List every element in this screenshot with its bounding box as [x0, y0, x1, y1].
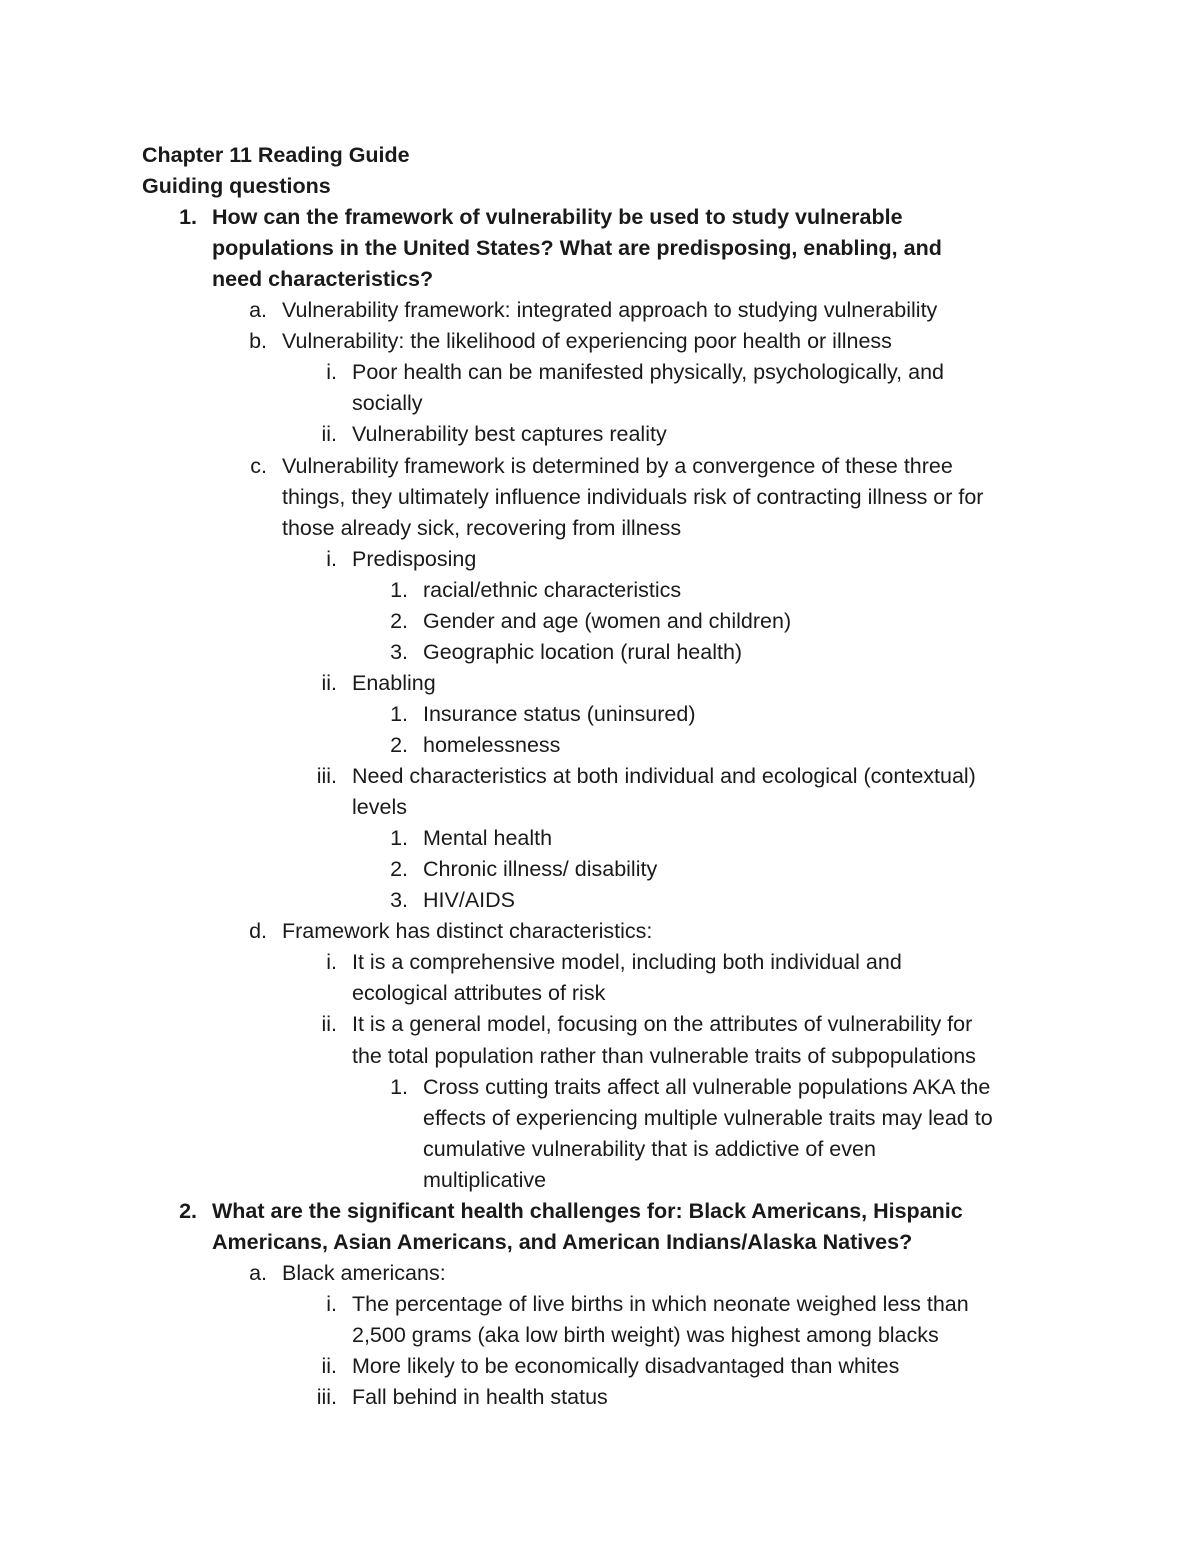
line-text: The percentage of live births in which neonate weighed less than — [352, 1291, 969, 1316]
line-text: the total population rather than vulnerable traits of subpopulations — [352, 1043, 976, 1068]
text-line — [0, 264, 1200, 295]
line-text: homelessness — [423, 733, 561, 757]
line-text: Need characteristics at both individual and ecological (contextual) — [352, 764, 976, 788]
list-marker: 2. — [179, 1198, 197, 1223]
text-line — [0, 1041, 1200, 1072]
text-line — [0, 513, 1200, 544]
text-line — [0, 1320, 1200, 1351]
text-line — [0, 388, 1200, 419]
line-text: things, they ultimately influence individuals risk of contracting illness or for — [282, 484, 984, 509]
list-item — [0, 1072, 1200, 1103]
list-item — [0, 1382, 1200, 1413]
list-item — [0, 699, 1200, 730]
line-text: HIV/AIDS — [423, 888, 515, 913]
line-text: Vulnerability: the likelihood of experiencing poor health or illness — [282, 329, 892, 354]
list-item — [0, 668, 1200, 699]
text-line — [0, 1227, 1200, 1258]
list-item — [0, 885, 1200, 916]
list-marker: a. — [249, 1260, 267, 1285]
list-item — [0, 1351, 1200, 1382]
list-marker: 2. — [390, 733, 408, 757]
line-text: ecological attributes of risk — [352, 981, 606, 1006]
list-marker: 1. — [179, 205, 197, 230]
section-heading: Guiding questions — [142, 174, 331, 199]
list-marker: ii. — [321, 1354, 337, 1378]
list-marker: 2. — [390, 857, 408, 882]
line-text: Americans, Asian Americans, and American Indians/Alaska Natives? — [212, 1229, 913, 1254]
line-text: Black americans: — [282, 1260, 446, 1285]
list-marker: b. — [249, 329, 267, 354]
list-item — [0, 1009, 1200, 1040]
list-item — [0, 575, 1200, 606]
list-marker: 1. — [390, 577, 408, 602]
document-title: Chapter 11 Reading Guide — [142, 143, 410, 167]
list-marker: d. — [249, 919, 267, 944]
list-item — [0, 295, 1200, 326]
line-text: It is a general model, focusing on the attributes of vulnerability for — [352, 1012, 973, 1037]
line-text: Fall behind in health status — [352, 1385, 608, 1409]
line-text: need characteristics? — [212, 267, 434, 292]
line-text: those already sick, recovering from illness — [282, 515, 682, 540]
list-item — [0, 1289, 1200, 1320]
list-item — [0, 419, 1200, 450]
list-item — [0, 606, 1200, 637]
list-item — [0, 947, 1200, 978]
list-item — [0, 761, 1200, 792]
line-text: socially — [352, 391, 423, 416]
list-marker: 3. — [390, 888, 408, 913]
list-marker: c. — [250, 453, 267, 478]
line-text: effects of experiencing multiple vulnerable traits may lead to — [423, 1105, 993, 1130]
list-marker: 3. — [390, 639, 408, 664]
line-text: Predisposing — [352, 546, 477, 571]
list-item — [0, 1196, 1200, 1227]
list-marker: 1. — [390, 701, 408, 726]
line-text: Vulnerability best captures reality — [352, 422, 667, 447]
list-item — [0, 326, 1200, 357]
list-item — [0, 730, 1200, 761]
text-line — [0, 978, 1200, 1009]
line-text: cumulative vulnerability that is addictive of even — [423, 1136, 876, 1161]
list-item — [0, 1258, 1200, 1289]
list-marker: iii. — [316, 764, 337, 788]
line-text: levels — [352, 795, 407, 820]
list-marker: iii. — [316, 1385, 337, 1409]
list-item — [0, 854, 1200, 885]
list-marker: i. — [326, 546, 337, 571]
line-text: multiplicative — [423, 1167, 547, 1192]
line-text: How can the framework of vulnerability be used to study vulnerable — [212, 205, 903, 230]
line-text: Vulnerability framework: integrated approach to studying vulnerability — [282, 298, 938, 323]
line-text: Mental health — [423, 826, 553, 851]
heading-line — [0, 171, 1200, 202]
line-text: It is a comprehensive model, including both individual and — [352, 950, 902, 975]
line-text: Geographic location (rural health) — [423, 639, 743, 664]
line-text: Cross cutting traits affect all vulnerable populations AKA the — [423, 1074, 991, 1099]
list-marker: 2. — [390, 608, 408, 633]
list-marker: a. — [249, 298, 267, 323]
list-marker: 1. — [390, 826, 408, 851]
line-text: populations in the United States? What are predisposing, enabling, and — [212, 236, 942, 261]
list-item — [0, 544, 1200, 575]
list-marker: ii. — [321, 422, 337, 447]
text-line — [0, 1134, 1200, 1165]
line-text: Vulnerability framework is determined by a convergence of these three — [282, 453, 953, 478]
line-text: Gender and age (women and children) — [423, 608, 792, 633]
list-marker: 1. — [390, 1074, 408, 1099]
list-marker: i. — [326, 1291, 337, 1316]
list-item — [0, 202, 1200, 233]
list-item — [0, 916, 1200, 947]
list-marker: i. — [326, 360, 337, 385]
list-marker: i. — [326, 950, 337, 975]
text-line — [0, 1103, 1200, 1134]
line-text: Framework has distinct characteristics: — [282, 919, 653, 944]
text-line — [0, 482, 1200, 513]
line-text: Chronic illness/ disability — [423, 857, 658, 882]
line-text: More likely to be economically disadvantaged than whites — [352, 1354, 900, 1378]
text-line — [0, 1165, 1200, 1196]
list-item — [0, 357, 1200, 388]
text-line — [0, 792, 1200, 823]
line-text: racial/ethnic characteristics — [423, 577, 682, 602]
list-item — [0, 451, 1200, 482]
line-text: 2,500 grams (aka low birth weight) was highest among blacks — [352, 1322, 939, 1347]
text-line — [0, 233, 1200, 264]
list-item — [0, 637, 1200, 668]
heading-line — [0, 140, 1200, 171]
list-marker: ii. — [321, 670, 337, 695]
line-text: Insurance status (uninsured) — [423, 701, 696, 726]
line-text: Poor health can be manifested physically, psychologically, and — [352, 360, 944, 385]
line-text: Enabling — [352, 670, 436, 695]
list-item — [0, 823, 1200, 854]
list-marker: ii. — [321, 1012, 337, 1037]
line-text: What are the significant health challenges for: Black Americans, Hispanic — [212, 1198, 963, 1223]
